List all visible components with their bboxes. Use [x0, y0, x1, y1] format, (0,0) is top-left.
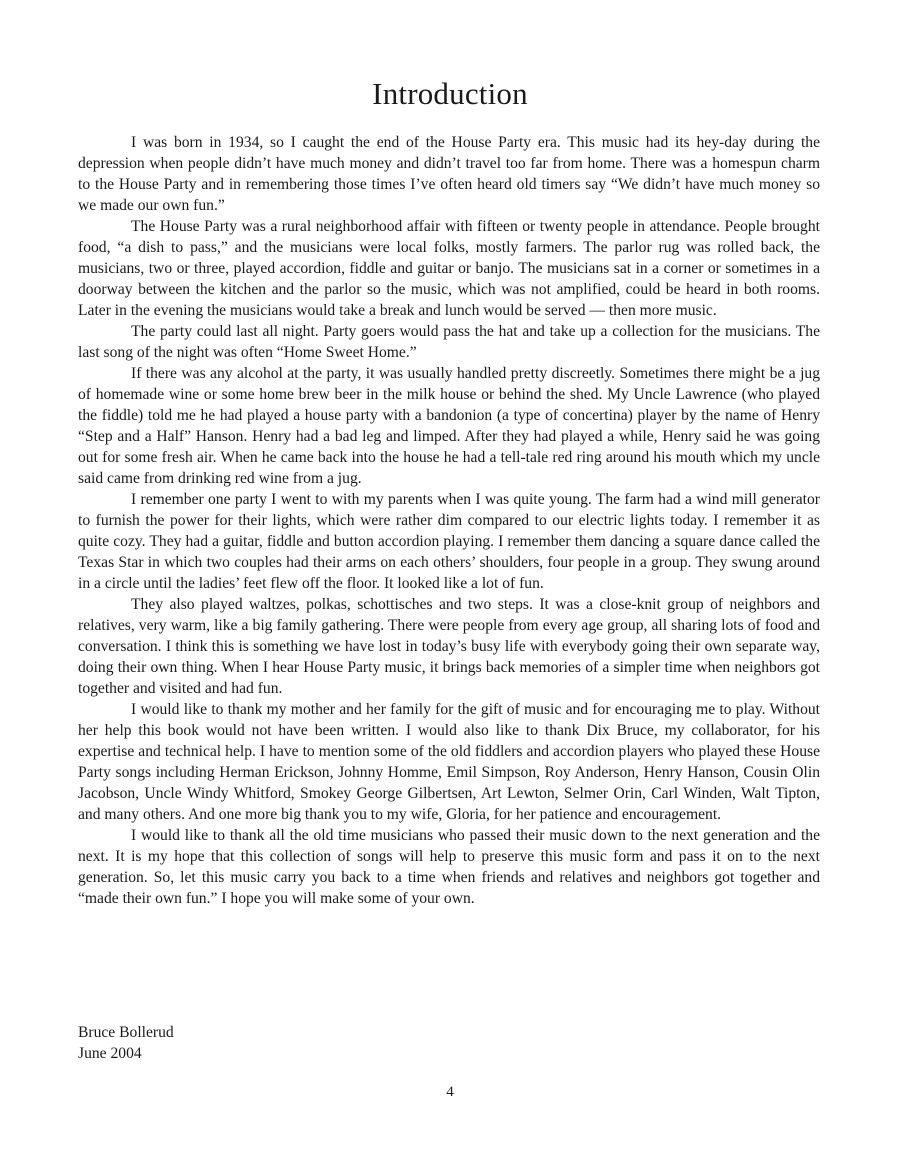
paragraph: I remember one party I went to with my parents when I was quite young. The farm had a wind mill generator to furnish the power for their lights, which were rather dim compared to our electric lights today. I remember it as quite cozy. They had a guitar, fiddle and button accordion playing. I remember them dancing a square dance called the Texas Star in which two couples had their arms on each others’ shoulders, four people in a group. They swung around in a circle until the ladies’ feet flew off the floor. It looked like a lot of fun. [78, 491, 820, 592]
paragraph: The House Party was a rural neighborhood affair with fifteen or twenty people in attendance. People brought food, “a dish to pass,” and the musicians were local folks, mostly farmers. The parlor rug was rolled back, the musicians, two or three, played accordion, fiddle and guitar or banjo. The musicians sat in a corner or sometimes in a doorway between the kitchen and the parlor so the music, which was not amplified, could be heard in both rooms. Later in the evening the musicians would take a break and lunch would be served — then more music. [78, 218, 820, 319]
signature-block [78, 1022, 174, 1064]
paragraph: I was born in 1934, so I caught the end of the House Party era. This music had its hey-day during the depression when people didn’t have much money and didn’t travel too far from home. There was a homespun charm to the House Party and in remembering those times I’ve often heard old timers say “We didn’t have much money so we made our own fun.” [78, 134, 820, 214]
paragraph: They also played waltzes, polkas, schottisches and two steps. It was a close-knit group of neighbors and relatives, very warm, like a big family gathering. There were people from every age group, all sharing lots of food and conversation. I think this is something we have lost in today’s busy life with everybody going their own separate way, doing their own thing. When I hear House Party music, it brings back memories of a simpler time when neighbors got together and visited and had fun. [78, 596, 820, 697]
introduction-body [78, 132, 820, 909]
page-number: 4 [446, 1084, 454, 1100]
paragraph: I would like to thank all the old time musicians who passed their music down to the next generation and the next. It is my hope that this collection of songs will help to preserve this music form and pass it on to the next generation. So, let this music carry you back to a time when friends and relatives and neighbors got together and “made their own fun.” I hope you will make some of your own. [78, 827, 820, 907]
author-name: Bruce Bollerud [78, 1024, 174, 1041]
paragraph: If there was any alcohol at the party, it was usually handled pretty discreetly. Sometimes there might be a jug of homemade wine or some home brew beer in the milk house or behind the shed. My Uncle Lawrence (who played the fiddle) told me he had played a house party with a bandonion (a type of concertina) player by the name of Henry “Step and a Half” Hanson. Henry had a bad leg and limped. After they had played a while, Henry said he was going out for some fresh air. When he came back into the house he had a tell-tale red ring around his mouth which my uncle said came from drinking red wine from a jug. [78, 365, 820, 487]
page-title: Introduction [372, 76, 528, 111]
paragraph: The party could last all night. Party goers would pass the hat and take up a collection for the musicians. The last song of the night was often “Home Sweet Home.” [78, 323, 820, 361]
signature-date: June 2004 [78, 1045, 142, 1062]
paragraph: I would like to thank my mother and her family for the gift of music and for encouraging me to play. Without her help this book would not have been written. I would also like to thank Dix Bruce, my collaborator, for his expertise and technical help. I have to mention some of the old fiddlers and accordion players who played these House Party songs including Herman Erickson, Johnny Homme, Emil Simpson, Roy Anderson, Henry Hanson, Cousin Olin Jacobson, Uncle Windy Whitford, Smokey George Gilbertsen, Art Lewton, Selmer Orin, Carl Winden, Walt Tipton, and many others. And one more big thank you to my wife, Gloria, for her patience and encouragement. [78, 701, 820, 823]
